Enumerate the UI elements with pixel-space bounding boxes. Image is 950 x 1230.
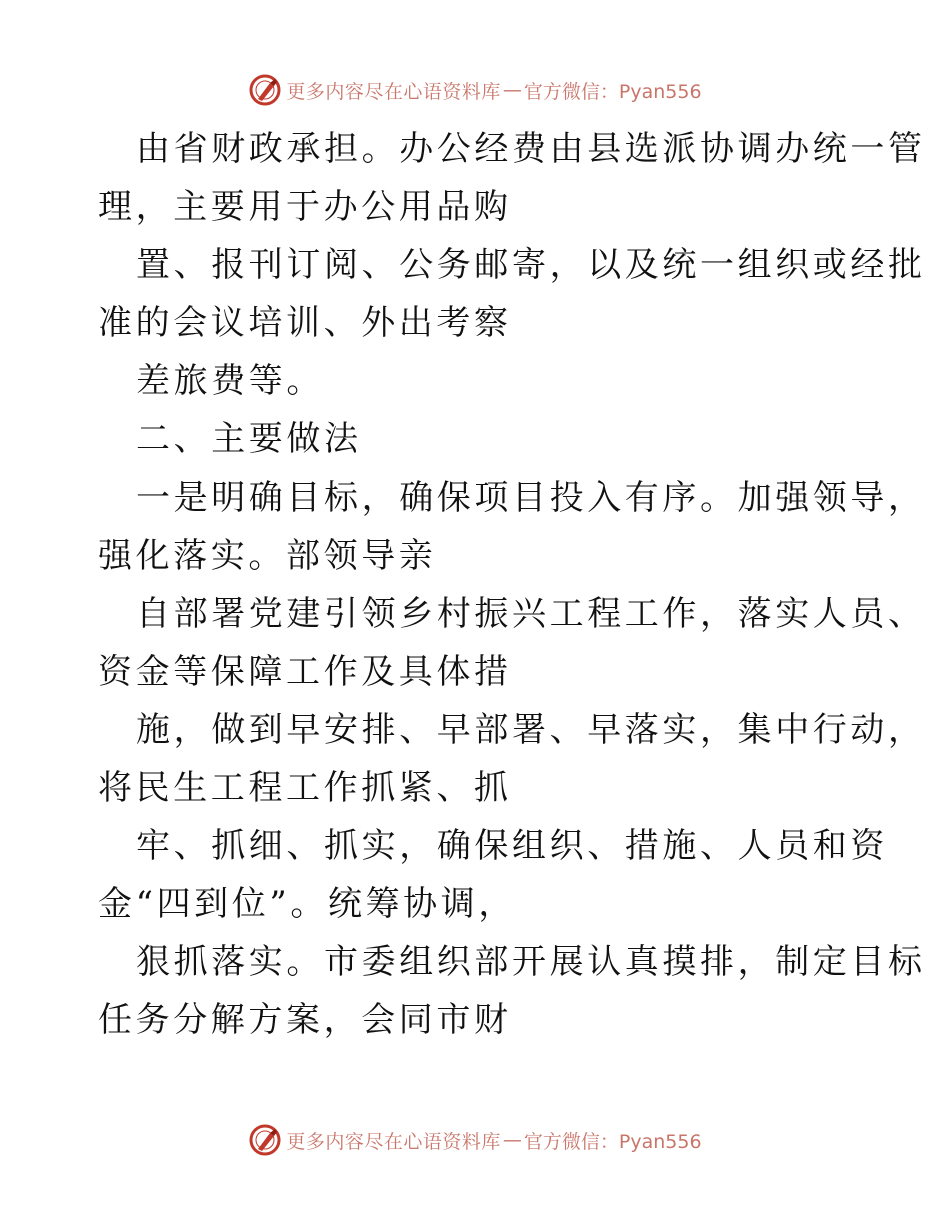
watermark-text: 更多内容尽在心语资料库 [286, 1130, 501, 1153]
text-line: 差旅费等。 [136, 361, 324, 402]
text-line: 自部署党建引领乡村振兴工程工作，落实人员、 [136, 593, 926, 634]
text-line: 理，主要用于办公用品购 [98, 187, 512, 228]
text-line: 准的会议培训、外出考察 [98, 303, 512, 344]
text-line: 资金等保障工作及具体措 [98, 651, 512, 692]
text-line: 置、报刊订阅、公务邮寄，以及统一组织或经批 [136, 245, 926, 286]
watermark-contact: 官方微信：Pyan556 [523, 1130, 702, 1153]
text-line: 任务分解方案，会同市财 [98, 1000, 512, 1041]
text-line: 金“四到位”。统筹协调， [98, 884, 516, 925]
section-heading: 二、主要做法 [136, 419, 362, 460]
text-line: 一是明确目标，确保项目投入有序。加强领导， [136, 477, 926, 518]
watermark-text: 更多内容尽在心语资料库 [286, 80, 501, 103]
text-line: 将民生工程工作抓紧、抓 [98, 768, 512, 809]
text-line: 强化落实。部领导亲 [98, 535, 437, 576]
pen-nib-seal-icon [248, 73, 282, 107]
watermark-contact: 官方微信：Pyan556 [523, 80, 702, 103]
text-line: 由省财政承担。办公经费由县选派协调办统一管 [136, 129, 926, 169]
footer-watermark [0, 1120, 950, 1160]
text-line: 狠抓落实。市委组织部开展认真摸排，制定目标 [136, 942, 926, 983]
text-line: 牢、抓细、抓实，确保组织、措施、人员和资 [136, 826, 888, 867]
pen-nib-seal-icon [248, 1123, 282, 1157]
header-watermark [0, 70, 950, 110]
document-body [98, 120, 926, 1050]
watermark-separator: — [502, 1129, 522, 1151]
text-line: 施，做到早安排、早部署、早落实，集中行动， [136, 709, 926, 750]
watermark-separator: — [502, 79, 522, 101]
